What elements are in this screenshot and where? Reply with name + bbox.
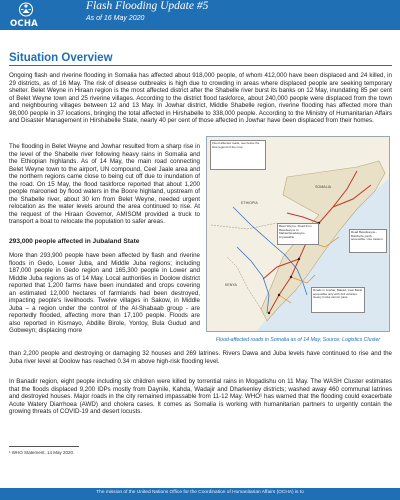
footnote-divider (9, 446, 79, 447)
footer-text: The mission of the United Nations Office for the Coordination of Humanitarian Affairs (OCHA) is to (96, 490, 304, 495)
ocha-logo (6, 0, 48, 30)
logo-text: OCHA (10, 19, 38, 29)
page-footer (0, 488, 400, 500)
report-header (0, 0, 400, 30)
town-marker (268, 312, 270, 314)
town-marker (298, 258, 300, 260)
map-legend-box: Flood affected roads, see below the blue legend of the map (210, 140, 266, 170)
map-label-kenya: KENYA (225, 283, 237, 287)
footnote: ¹ WHO Statement, 14 May 2020. (9, 450, 75, 455)
map-note-lower: Belet Weyne: Road from Beledweyne to Mahas/Geedweyne impassable (277, 223, 319, 245)
map-label-somalia: SOMALIA (315, 185, 331, 189)
flood-roads-map (206, 136, 390, 332)
ocha-emblem-icon (18, 1, 34, 18)
jubaland-paragraph: More than 293,900 people have been affected by flash and riverine floods in Gedo, Lower Juba, and Middle Juba regions; including 187,000 people in Gedo region and 165,300 people in Lower and Middle Juba regions as of 14 May. Local authorities in Doolow district reported that 1,200 farms have been inundated and crops covering an estimated 12,000 hectares of farmlands had been destroyed, impacting people's livelihoods. Twelve villages in Sakow, in Middle Juba – a region under the control of the Al-Shabaab group - are reportedly flooded, affecting more than 17,100 people. Floods are also reported in Kismayo, Abdille Birole, Yontoy, Bula Gudud and Gobweyn; displacing more (9, 252, 200, 334)
jubaland-heading: 293,000 people affected in Jubaland State (9, 238, 140, 245)
town-marker (278, 294, 280, 296)
report-title: Flash Flooding Update #5 (86, 0, 209, 12)
map-label-ethiopia: ETHIOPIA (241, 201, 258, 205)
map-caption: Flood-affected roads in Somalia as of 14 May, Source: Logistics Cluster (215, 337, 381, 343)
banadir-paragraph: In Banadir region, eight people including six children were killed by torrential rains in Mogadishu on 11 May. The WASH Cluster estimates that the floods displaced 9,200 IDPs mostly from Daynile, Kahda, Wadajir and Dharkenley districts; washed away 460 communal latrines and destroyed houses. Major roads in the city remained impassable from 11-12 May. WHO¹ has warned that the flooding could exacerbate Acute Watery Diarrhoea (AWD) and cholera cases. It comes as Somalia is working with humanitarian partners to urgently contain the growing threats of COVID-19 and desert locusts. (9, 378, 392, 415)
belet-weyne-paragraph: The flooding in Belet Weyne and Jowhar resulted from a sharp rise in the level of the Shabelle river following heavy rains in Somalia and the Ethiopian highlands. As of 14 May, the main road connecting Belet Weyne town to the airport, UN compound, Ceel Jaale area and the northern regions came close to being cut off due to inundation of the road. On 15 May, the flood taskforce reported that about 1,200 people marooned by flood waters in the Boore highland, upstream of the Shabelle river, about 30 km from Belet Weyne, needed urgent relocation as the water levels around the area continued to rise. At the request of the Hiraan Governor, AMISOM provided a truck to transport a boat to relocate the population to safer areas. (9, 143, 200, 225)
map-note-right: Road Beledweyne - Buloburte partly accessible. Use caution. (349, 229, 387, 253)
section-divider (9, 65, 392, 66)
map-note-bottom: Roads in Jowhar, Balcad, Ceel Baraf accessible only with 4x4 vehicles. Heavy trucks cannot pass. (311, 287, 365, 313)
town-marker (290, 276, 292, 278)
report-date: As of 16 May 2020 (86, 15, 145, 22)
jubaland-paragraph-continued: than 2,200 people and destroying or damaging 32 houses and 269 latrines. Rivers Dawa and Juba levels have continued to rise and the Juba river level at Doolow has reached 0.34 m above high-risk flooding level. (9, 350, 392, 365)
intro-paragraph: Ongoing flash and riverine flooding in Somalia has affected about 918,000 people, of whom 412,000 have been displaced and 24 killed, in 29 districts, as of 16 May. The risk of disease outbreaks is high due to crowding in areas where displaced people are seeking temporary shelter. Belet Weyne in Hiraan region is the most affected district after the Shabelle river burst its banks on 12 May, inundating 85 per cent of Belet Weyne town and 25 riverine villages. According to the district flood taskforce, about 240,000 people were displaced from the town and neighbouring villages between 12 and 13 May. In Jowhar district, Middle Shabelle region, riverine flooding has affected more than 98,000 people in 37 locations, bringing the total affected in Hirshabelle to 338,000 people. According to the Ministry of Humanitarian Affairs and Disaster Management in Hirshabelle State, nearly 40 per cent of those affected in Jowhar have been displaced from their homes. (9, 72, 392, 124)
section-title: Situation Overview (9, 52, 113, 64)
